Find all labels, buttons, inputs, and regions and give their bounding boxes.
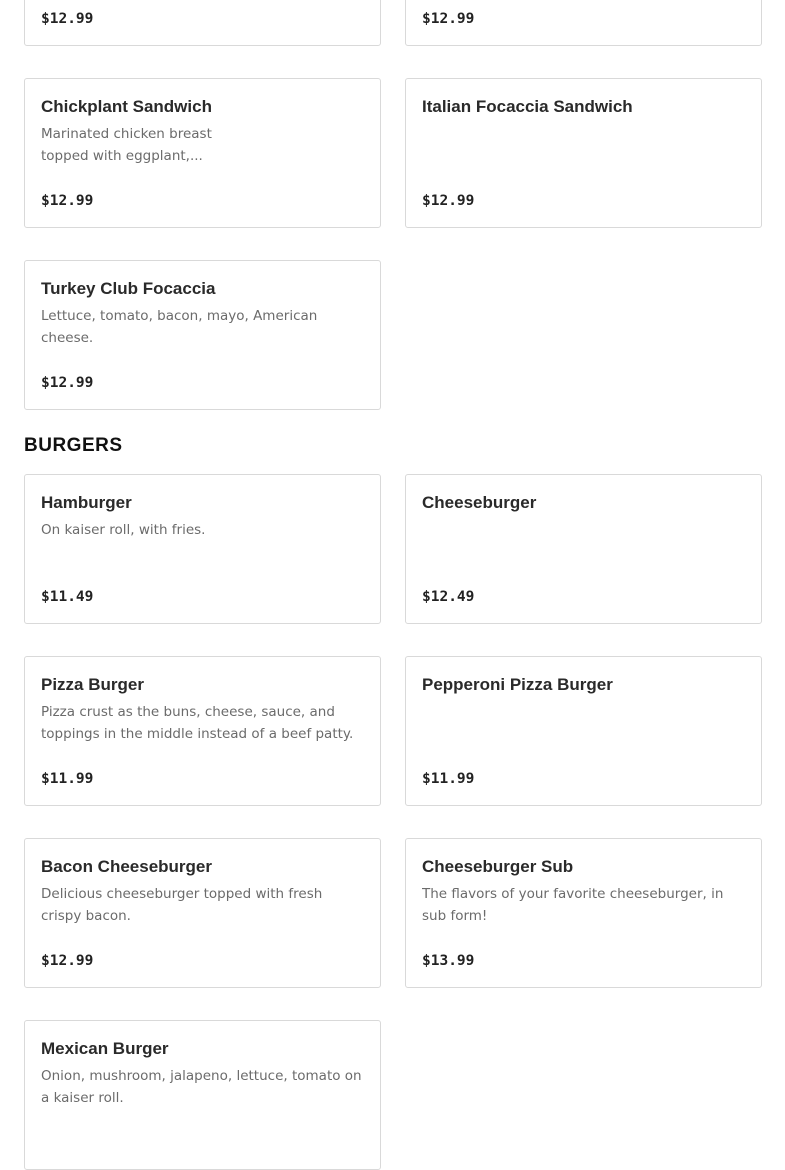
menu-item-card[interactable]	[405, 78, 762, 228]
item-name: Cheeseburger	[422, 493, 537, 512]
item-price: $11.49	[41, 589, 94, 605]
menu-item-card[interactable]	[405, 474, 762, 624]
menu-item-card[interactable]	[24, 0, 381, 46]
item-price: $12.99	[422, 193, 475, 209]
item-description: Marinated chicken breast topped with eggplant,...	[41, 126, 212, 164]
item-price: $12.99	[422, 11, 475, 27]
item-description: On kaiser roll, with fries.	[41, 522, 206, 538]
item-price: $12.99	[41, 193, 94, 209]
item-name: Mexican Burger	[41, 1039, 169, 1058]
item-description: Pizza crust as the buns, cheese, sauce, and toppings in the middle instead of a beef patty.	[41, 704, 354, 742]
item-price: $12.99	[41, 375, 94, 391]
menu-item-card[interactable]	[405, 656, 762, 806]
item-name: Chickplant Sandwich	[41, 97, 212, 116]
item-name: Turkey Club Focaccia	[41, 279, 216, 298]
item-description: The flavors of your favorite cheeseburger, in sub form!	[422, 886, 724, 924]
item-name: Bacon Cheeseburger	[41, 857, 212, 876]
menu-item-card[interactable]	[24, 656, 381, 806]
menu-item-card[interactable]	[24, 260, 381, 410]
item-price: $12.99	[41, 953, 94, 969]
item-name: Pepperoni Pizza Burger	[422, 675, 613, 694]
menu-item-card[interactable]	[24, 1020, 381, 1170]
item-price: $12.49	[422, 589, 475, 605]
menu-item-card[interactable]	[24, 78, 381, 228]
item-price: $11.99	[422, 771, 475, 787]
item-price: $13.99	[422, 953, 475, 969]
item-name: Hamburger	[41, 493, 132, 512]
menu-item-card[interactable]	[24, 838, 381, 988]
menu-item-card[interactable]	[24, 474, 381, 624]
item-price: $11.99	[41, 771, 94, 787]
item-name: Cheeseburger Sub	[422, 857, 574, 876]
item-description: Onion, mushroom, jalapeno, lettuce, tomato on a kaiser roll.	[41, 1068, 362, 1106]
item-name: Italian Focaccia Sandwich	[422, 97, 633, 116]
menu-item-card[interactable]	[405, 838, 762, 988]
item-name: Pizza Burger	[41, 675, 144, 694]
item-description: Lettuce, tomato, bacon, mayo, American cheese.	[41, 308, 318, 346]
menu-item-card[interactable]	[405, 0, 762, 46]
item-price: $12.99	[41, 11, 94, 27]
section-title-burgers: BURGERS	[24, 435, 123, 456]
item-description: Delicious cheeseburger topped with fresh crispy bacon.	[41, 886, 323, 924]
